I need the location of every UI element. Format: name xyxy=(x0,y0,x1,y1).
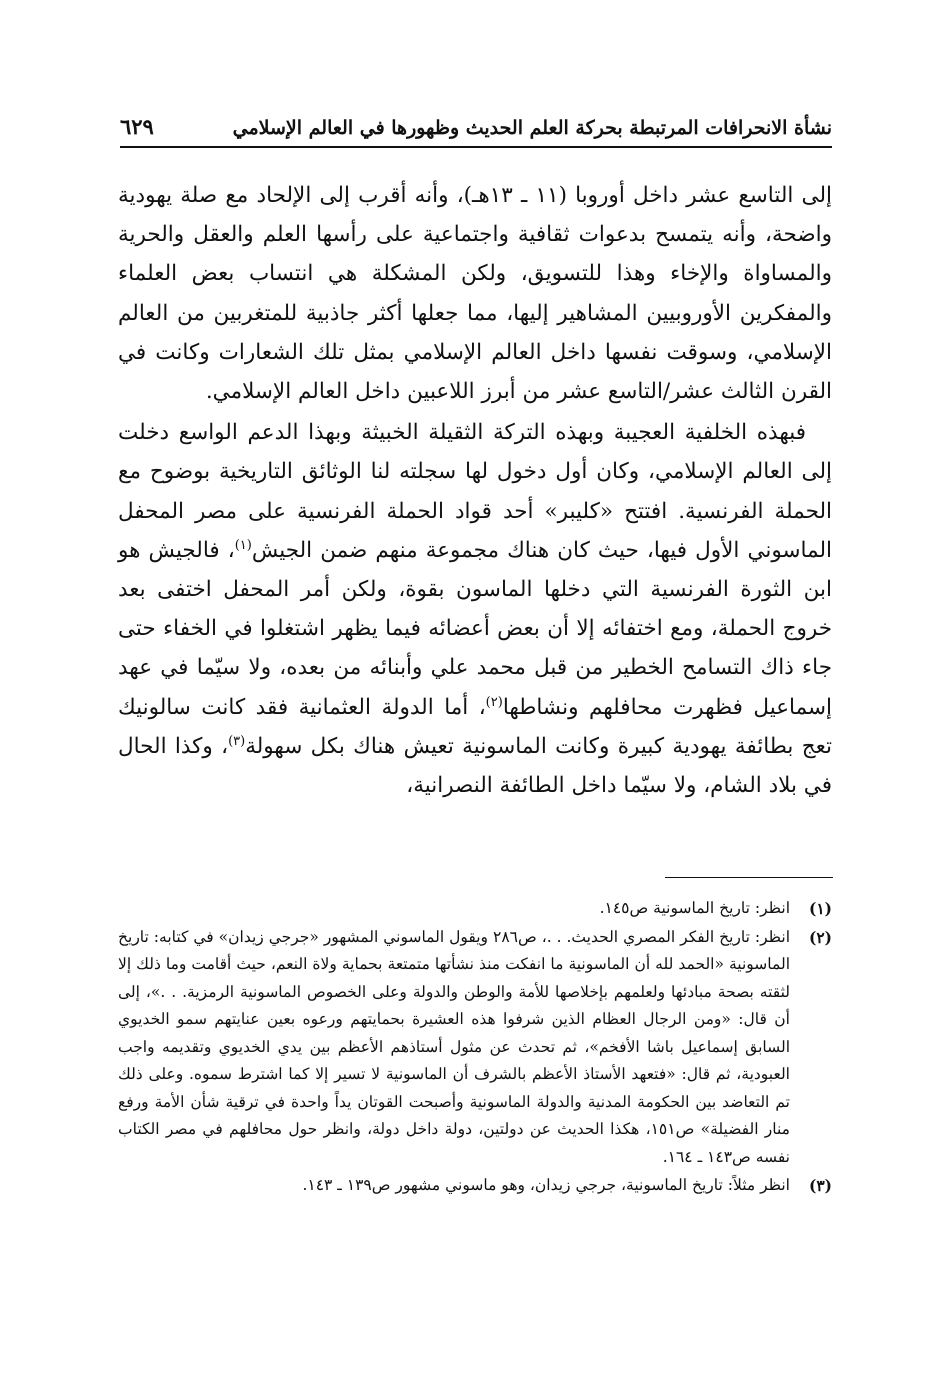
paragraph-2 xyxy=(118,413,832,805)
footnote-number: (٢) xyxy=(808,927,832,947)
paragraph-2-text-a: فبهذه الخلفية العجيبة وبهذه التركة الثقيلة الخبيثة وبهذا الدعم الواسع دخلت إلى العالم الإسلامي، وكان أول دخول لها سجلته لنا الوثائق التاريخية بوضوح مع الحملة الفرنسية. افتتح «كليبر» أحد قواد الحملة الفرنسية على مصر المحفل الماسوني الأول فيها، حيث كان هناك مجموعة منهم ضمن الجيش xyxy=(118,420,832,563)
paragraph-2-text-c: ، أما الدولة العثمانية فقد كانت سالونيك تعج بطائفة يهودية كبيرة وكانت الماسونية تعيش هناك بكل سهولة xyxy=(118,694,832,759)
footnote-text: انظر مثلاً: تاريخ الماسونية، جرجي زيدان، وهو ماسوني مشهور ص١٣٩ ـ ١٤٣. xyxy=(302,1176,790,1194)
footnote-ref-2: (٢) xyxy=(485,694,503,710)
footnote-3 xyxy=(118,1172,832,1200)
footnote-2 xyxy=(118,924,832,1172)
footnote-number: (٣) xyxy=(808,1176,832,1195)
footnote-separator xyxy=(665,877,833,878)
main-text xyxy=(118,176,832,805)
footnote-ref-1: (١) xyxy=(234,537,252,553)
footnote-ref-3: (٣) xyxy=(228,733,246,749)
page-number: ٦٢٩ xyxy=(120,114,154,139)
paragraph-1 xyxy=(118,176,832,411)
footnotes xyxy=(118,895,832,1201)
footnote-text: انظر: تاريخ الفكر المصري الحديث. . .، ص٢٨٦ ويقول الماسوني المشهور «جرجي زيدان» في كتابه: تاريخ الماسونية «الحمد لله أن الماسونية ما انفكت منذ نشأتها متمتعة بحماية ولاة النعم، حيث أقامت وما ذلك إلا لثقته بصحة مبادئها ولعلمهم بإخلاصها للأمة والوطن والدولة وعلى الخصوص الماسونية الرمزية. . .»، إلى أن قال: «ومن الرجال العظام الذين شرفوا هذه العشيرة بحمايتهم ورعوه بعين عنايتهم سمو الخديوي السابق إسماعيل باشا الأفخم»، ثم تحدث عن مثول أستاذهم الأعظم بين يدي الخديوي وتقديمه واجب العبودية، ثم قال: «فتعهد الأستاذ الأعظم بالشرف أن الماسونية لا تسير إلا كما اشترط سموه. وعلى ذلك تم التعاضد بين الحكومة المدنية والدولة الماسونية وأصبحت القوتان يداً واحدة في ترقية شأن الأمة ورفع منار الفضيلة» ص١٥١، هكذا الحديث عن دولتين، دولة داخل دولة، وانظر حول محافلهم في مصر الكتاب نفسه ص١٤٣ ـ ١٦٤. xyxy=(118,927,790,1166)
footnote-text: انظر: تاريخ الماسونية ص١٤٥. xyxy=(599,899,790,917)
running-title: نشأة الانحرافات المرتبطة بحركة العلم الحديث وظهورها في العالم الإسلامي xyxy=(232,117,832,139)
footnote-number: (١) xyxy=(808,899,832,918)
footnote-1 xyxy=(118,895,832,923)
paragraph-1-text: إلى التاسع عشر داخل أوروبا (١١ ـ ١٣هـ)، وأنه أقرب إلى الإلحاد مع صلة يهودية واضحة، وأنه يتمسح بدعوات ثقافية واجتماعية على رأسها العلم والعقل والحرية والمساواة والإخاء وهذا للتسويق، ولكن المشكلة هي انتساب بعض العلماء والمفكرين الأوروبيين المشاهير إليها، مما جعلها أكثر جاذبية للمتغربين من العالم الإسلامي، وسوقت نفسها داخل العالم الإسلامي بمثل تلك الشعارات وكانت في القرن الثالث عشر/التاسع عشر من أبرز اللاعبين داخل العالم الإسلامي. xyxy=(118,183,832,405)
paragraph-2-text-d: ، وكذا الحال في بلاد الشام، ولا سيّما داخل الطائفة النصرانية، xyxy=(118,733,832,799)
paragraph-2-text-b: ، فالجيش هو ابن الثورة الفرنسية التي دخلها الماسون بقوة، ولكن أمر المحفل اختفى بعد خروج الحملة، ومع اختفائه إلا أن بعض أعضائه فيما يظهر اشتغلوا في الخفاء حتى جاء ذاك التسامح الخطير من قبل محمد علي وأبنائه من بعده، ولا سيّما في عهد إسماعيل فظهرت محافلهم ونشاطها xyxy=(118,537,832,720)
page-header xyxy=(120,108,832,148)
